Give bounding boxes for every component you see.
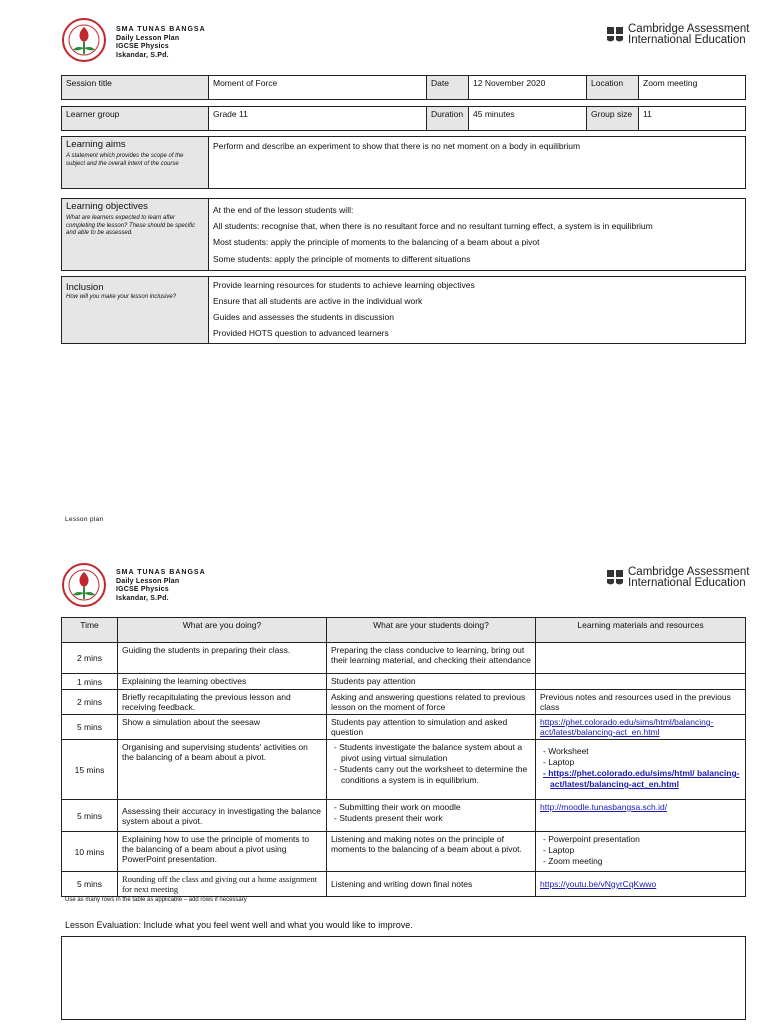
phet-simulation-link[interactable]: https://phet.colorado.edu/sims/html/balancing-act/latest/balancing-act_en.html <box>540 717 714 737</box>
row-resources <box>536 643 746 674</box>
col-time: Time <box>62 618 118 643</box>
inclusion-item: Guides and assesses the students in discussion <box>213 312 394 322</box>
duration-value: 45 minutes <box>469 107 587 131</box>
row-time: 2 mins <box>62 690 118 715</box>
row-teacher: Show a simulation about the seesaw <box>118 715 327 740</box>
row-students: Asking and answering questions related to previous lesson on the moment of force <box>327 690 536 715</box>
row-time: 15 mins <box>62 740 118 800</box>
group-size-label: Group size <box>587 107 639 131</box>
inclusion-label: Inclusion <box>66 282 104 293</box>
table-row <box>62 800 746 832</box>
learning-objectives-desc: What are learners expected to learn after completing the lesson? These should be specific and able to be assessed. <box>66 215 196 236</box>
learner-group-label: Learner group <box>62 107 209 131</box>
cambridge-shield-icon <box>606 569 624 587</box>
objective-all: All students: recognise that, when there is no resultant force and no resultant turning effect, a system is in equilibrium <box>213 221 653 231</box>
youtube-link[interactable]: https://youtu.be/vNgyrCqKwwo <box>540 879 657 889</box>
table-row <box>62 690 746 715</box>
table-row <box>62 674 746 690</box>
resource-item: - Laptop <box>540 845 741 856</box>
row-teacher: Guiding the students in preparing their class. <box>118 643 327 674</box>
cambridge-line2: International Education <box>628 577 746 589</box>
inclusion-item: Ensure that all students are active in the individual work <box>213 296 423 306</box>
cambridge-line1: Cambridge Assessment <box>628 566 750 578</box>
subject: IGCSE Physics <box>116 586 169 593</box>
cambridge-logo <box>606 24 749 46</box>
table-header-row <box>62 618 746 643</box>
evaluation-label: Lesson Evaluation: Include what you feel went well and what you would like to improve. <box>65 920 413 930</box>
table-row <box>62 740 746 800</box>
learning-aims-label: Learning aims <box>66 139 126 150</box>
col-teacher: What are you doing? <box>118 618 327 643</box>
row-students: Listening and making notes on the principle of moments to the balancing of a beam about a pivot. <box>327 832 536 872</box>
school-header-2 <box>62 563 206 607</box>
resource-item: - Worksheet <box>540 746 741 757</box>
location-label: Location <box>587 76 639 100</box>
learner-group-value: Grade 11 <box>209 107 427 131</box>
resource-item: - Powerpoint presentation <box>540 834 741 845</box>
session-info-table <box>61 75 746 100</box>
row-resources <box>536 674 746 690</box>
row-teacher: Briefly recapitulating the previous lesson and receiving feedback. <box>118 690 327 715</box>
learning-aims-table <box>61 136 746 189</box>
objective-intro: At the end of the lesson students will: <box>213 205 354 215</box>
col-students: What are your students doing? <box>327 618 536 643</box>
objective-most: Most students: apply the principle of moments to the balancing of a beam about a pivot <box>213 237 540 247</box>
group-size-value: 11 <box>639 107 746 131</box>
resource-item: - Laptop <box>540 757 741 768</box>
cambridge-line1: Cambridge Assessment <box>628 23 750 35</box>
inclusion-item: Provide learning resources for students to achieve learning objectives <box>213 280 475 290</box>
student-activity-item: - Students investigate the balance system about a pivot using virtual simulation <box>331 742 531 764</box>
date-label: Date <box>427 76 469 100</box>
inclusion-desc: How will you make your lesson inclusive? <box>66 294 177 300</box>
cambridge-logo <box>606 567 749 589</box>
inclusion-table <box>61 276 746 344</box>
col-resources: Learning materials and resources <box>536 618 746 643</box>
row-time: 5 mins <box>62 800 118 832</box>
rows-note: Use as many rows in the table as applicable – add rows if necessary <box>65 897 247 903</box>
table-row <box>62 872 746 897</box>
row-students: Listening and writing down final notes <box>327 872 536 897</box>
date-value: 12 November 2020 <box>469 76 587 100</box>
student-activity-item: - Students carry out the worksheet to determine the conditions a system is in equilibrium. <box>331 764 531 786</box>
school-logo-icon <box>62 18 106 62</box>
learner-info-table <box>61 106 746 131</box>
plan-type: Daily Lesson Plan <box>116 577 180 585</box>
row-time: 5 mins <box>62 872 118 897</box>
lesson-plan-label: Lesson plan <box>65 516 104 523</box>
row-resources: Previous notes and resources used in the previous class <box>536 690 746 715</box>
session-title-value: Moment of Force <box>209 76 427 100</box>
row-teacher: Rounding off the class and giving out a home assignment for next meeting <box>118 872 327 897</box>
row-teacher: Organising and supervising students' activities on the balancing of a beam about a pivot. <box>118 740 327 800</box>
row-students: Preparing the class conducive to learning, bring out their learning material, and checking their attendance <box>327 643 536 674</box>
duration-label: Duration <box>427 107 469 131</box>
lesson-plan-table <box>61 617 746 897</box>
cambridge-line2: International Education <box>628 34 746 46</box>
resource-item: - Zoom meeting <box>540 856 741 867</box>
objective-some: Some students: apply the principle of moments to different situations <box>213 254 471 264</box>
row-teacher: Explaining the learning obectives <box>118 674 327 690</box>
row-time: 2 mins <box>62 643 118 674</box>
learning-objectives-label: Learning objectives <box>66 201 148 212</box>
school-name: SMA TUNAS BANGSA <box>116 26 206 33</box>
phet-simulation-link[interactable]: - https://phet.colorado.edu/sims/html/ balancing-act/latest/balancing-act_en.html <box>540 768 741 790</box>
cambridge-shield-icon <box>606 26 624 44</box>
teacher-name: Iskandar, S.Pd. <box>116 51 169 59</box>
school-name: SMA TUNAS BANGSA <box>116 569 206 576</box>
learning-aims-desc: A statement which provides the scope of the subject and the overall intent of the course <box>66 153 184 167</box>
student-activity-item: - Students present their work <box>331 813 531 824</box>
row-time: 5 mins <box>62 715 118 740</box>
table-row <box>62 832 746 872</box>
row-teacher: Explaining how to use the principle of moments to the balancing of a beam about a pivot using PowerPoint presentation. <box>118 832 327 872</box>
evaluation-box[interactable] <box>61 936 746 1020</box>
teacher-name: Iskandar, S.Pd. <box>116 594 169 602</box>
table-row <box>62 715 746 740</box>
session-title-label: Session title <box>62 76 209 100</box>
location-value: Zoom meeting <box>639 76 746 100</box>
row-students: Students pay attention to simulation and asked question <box>327 715 536 740</box>
learning-objectives-table <box>61 198 746 271</box>
moodle-link[interactable]: http://moodle.tunasbangsa.sch.id/ <box>540 802 668 812</box>
school-header <box>62 18 206 62</box>
row-teacher: Assessing their accuracy in investigating the balance system about a pivot. <box>118 800 327 832</box>
row-students: Students pay attention <box>327 674 536 690</box>
inclusion-item: Provided HOTS question to advanced learners <box>213 328 389 338</box>
student-activity-item: - Submitting their work on moodle <box>331 802 531 813</box>
school-logo-icon <box>62 563 106 607</box>
table-row <box>62 643 746 674</box>
row-time: 1 mins <box>62 674 118 690</box>
plan-type: Daily Lesson Plan <box>116 34 180 42</box>
learning-aims-text: Perform and describe an experiment to show that there is no net moment on a body in equilibrium <box>213 141 581 151</box>
row-time: 10 mins <box>62 832 118 872</box>
subject: IGCSE Physics <box>116 43 169 50</box>
